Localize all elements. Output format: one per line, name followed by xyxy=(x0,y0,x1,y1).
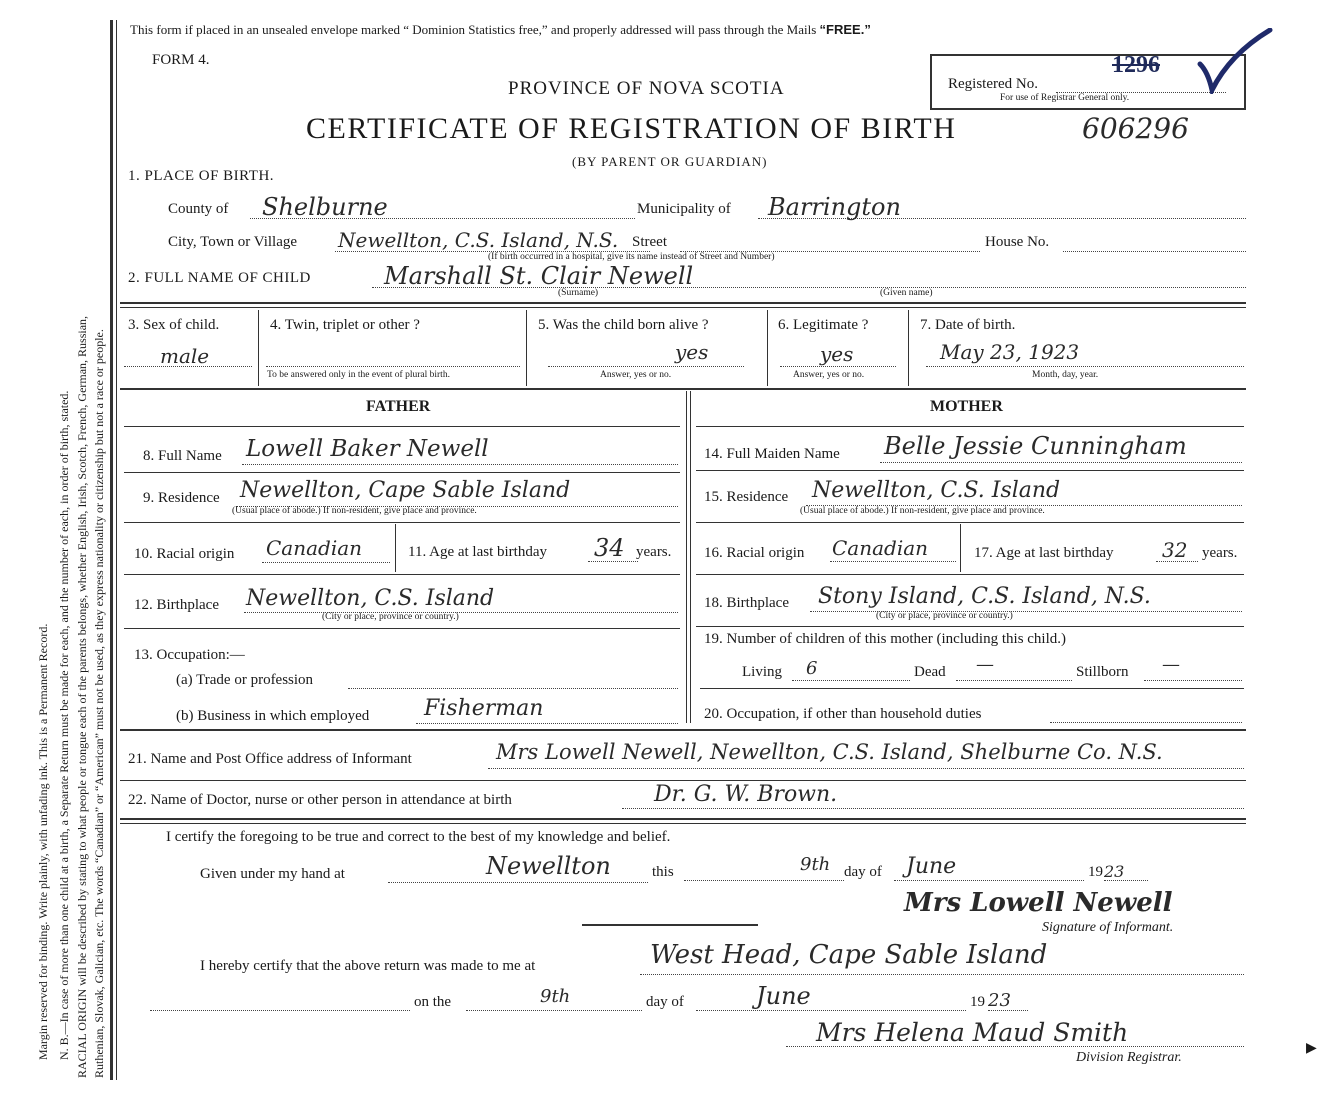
sex-value: male xyxy=(160,344,210,368)
title-number: 606296 xyxy=(1082,112,1189,145)
father-age-value: 34 xyxy=(594,534,625,562)
living-label: Living xyxy=(742,664,782,680)
registrar-year-value: 23 xyxy=(988,990,1011,1011)
nb-note: N. B.—In case of more than one child at a birth, a Separate Return must be made for each, and the number of each, in order of birth, stated. xyxy=(57,390,71,1060)
house-label: House No. xyxy=(985,234,1050,250)
hospital-note: (If birth occurred in a hospital, give its name instead of Street and Number) xyxy=(488,252,775,262)
check-mark-icon xyxy=(1196,28,1274,94)
registrar-text: I hereby certify that the above return was made to me at xyxy=(200,958,536,974)
registrar-signature: Mrs Helena Maud Smith xyxy=(816,1018,1129,1047)
twin-label: 4. Twin, triplet or other ? xyxy=(270,317,420,333)
alive-value: yes xyxy=(675,340,709,364)
mother-birthplace-label: 18. Birthplace xyxy=(704,595,789,611)
certify-year-value: 23 xyxy=(1104,862,1125,881)
doctor-label: 22. Name of Doctor, nurse or other person in attendance at birth xyxy=(128,792,512,808)
city-label: City, Town or Village xyxy=(168,234,298,250)
child-name-label: 2. FULL NAME OF CHILD xyxy=(128,270,311,286)
father-age-label: 11. Age at last birthday xyxy=(408,544,547,560)
registrar-signature-label: Division Registrar. xyxy=(1076,1050,1182,1065)
father-racial-value: Canadian xyxy=(266,536,363,560)
county-label: County of xyxy=(168,201,229,217)
stillborn-label: Stillborn xyxy=(1076,664,1129,680)
sex-label: 3. Sex of child. xyxy=(128,317,220,333)
given-name-note: (Given name) xyxy=(880,288,933,298)
father-name-label: 8. Full Name xyxy=(143,448,222,464)
child-name-value: Marshall St. Clair Newell xyxy=(384,262,694,290)
county-value: Shelburne xyxy=(262,193,388,221)
alive-note: Answer, yes or no. xyxy=(600,370,672,380)
dob-label: 7. Date of birth. xyxy=(920,317,1016,333)
margin-note: Margin reserved for binding. Write plainly, with unfading ink. This is a Permanent Record. xyxy=(36,623,50,1060)
informant-value: Mrs Lowell Newell, Newellton, C.S. Island, Shelburne Co. N.S. xyxy=(496,740,1163,764)
left-border-inner xyxy=(116,20,117,1080)
dead-label: Dead xyxy=(914,664,946,680)
street-label: Street xyxy=(632,234,667,250)
certify-text: I certify the foregoing to be true and correct to the best of my knowledge and belief. xyxy=(166,829,671,845)
registrar-month-value: June xyxy=(756,982,811,1010)
father-birthplace-label: 12. Birthplace xyxy=(134,597,219,613)
father-residence-note: (Usual place of abode.) If non-resident, give place and province. xyxy=(232,506,477,516)
divider-2 xyxy=(120,388,1246,390)
left-border xyxy=(110,20,113,1080)
registrar-place-value: West Head, Cape Sable Island xyxy=(650,940,1048,970)
city-value: Newellton, C.S. Island, N.S. xyxy=(338,228,619,252)
father-years-label: years. xyxy=(636,544,672,560)
alive-label: 5. Was the child born alive ? xyxy=(538,317,709,333)
registered-number: 1296 xyxy=(1112,52,1160,78)
father-birthplace-note: (City or place, province or country.) xyxy=(322,612,459,622)
mother-racial-label: 16. Racial origin xyxy=(704,545,805,561)
mother-age-value: 32 xyxy=(1162,538,1188,562)
registrar-day-of-label: day of xyxy=(646,994,684,1010)
dob-note: Month, day, year. xyxy=(1032,370,1099,380)
certify-month-value: June xyxy=(906,854,957,879)
racial-note-1: RACIAL ORIGIN will be described by stating to what people or tongue each of the parents belongs, whether English, Irish, Scotch, French, German, Russian, xyxy=(75,315,89,1078)
divider-3 xyxy=(120,729,1246,731)
racial-note-2: Ruthenian, Slovak, Galician, etc. The words “Canadian” or “American” must not be used, as they express nationality or citizenship but not a race or people. xyxy=(92,329,106,1078)
dead-value: — xyxy=(976,654,994,675)
on-the-label: on the xyxy=(414,994,452,1010)
father-residence-label: 9. Residence xyxy=(143,490,220,506)
registrar-day-value: 9th xyxy=(540,986,571,1007)
legitimate-label: 6. Legitimate ? xyxy=(778,317,869,333)
divider-1 xyxy=(120,302,1246,304)
father-heading: FATHER xyxy=(366,398,431,415)
father-trade-label: (a) Trade or profession xyxy=(176,672,314,688)
father-name-value: Lowell Baker Newell xyxy=(246,436,489,462)
this-label: this xyxy=(652,864,674,880)
mother-age-label: 17. Age at last birthday xyxy=(974,545,1114,561)
divider-4 xyxy=(120,818,1246,820)
surname-note: (Surname) xyxy=(558,288,599,298)
living-value: 6 xyxy=(806,658,818,679)
day-of-label: day of xyxy=(844,864,882,880)
twin-note: To be answered only in the event of plural birth. xyxy=(267,370,450,380)
form-number: FORM 4. xyxy=(152,52,210,68)
page-subtitle: (BY PARENT OR GUARDIAN) xyxy=(572,154,768,169)
mother-name-label: 14. Full Maiden Name xyxy=(704,446,840,462)
municipality-value: Barrington xyxy=(768,193,901,221)
mother-years-label: years. xyxy=(1202,545,1238,561)
father-racial-label: 10. Racial origin xyxy=(134,546,235,562)
given-label: Given under my hand at xyxy=(200,866,345,882)
page-title: CERTIFICATE OF REGISTRATION OF BIRTH xyxy=(306,112,957,145)
place-heading: 1. PLACE OF BIRTH. xyxy=(128,168,275,184)
given-place-value: Newellton xyxy=(486,852,611,880)
registered-note: For use of Registrar General only. xyxy=(1000,93,1130,103)
mother-heading: MOTHER xyxy=(930,398,1003,415)
mother-residence-value: Newellton, C.S. Island xyxy=(812,478,1061,503)
mother-birthplace-note: (City or place, province or country.) xyxy=(876,611,1013,621)
doctor-value: Dr. G. W. Brown. xyxy=(654,782,838,807)
certify-day-value: 9th xyxy=(800,854,831,875)
certify-year-prefix: 19 xyxy=(1088,864,1103,880)
mother-occupation-label: 20. Occupation, if other than household duties xyxy=(704,706,982,722)
father-business-value: Fisherman xyxy=(424,696,544,721)
father-birthplace-value: Newellton, C.S. Island xyxy=(246,586,495,611)
mother-name-value: Belle Jessie Cunningham xyxy=(884,432,1187,460)
mail-notice: This form if placed in an unsealed envelope marked “ Dominion Statistics free,” and properly addressed will pass through the Mails “FREE.” xyxy=(130,22,871,37)
legitimate-note: Answer, yes or no. xyxy=(793,370,865,380)
dob-value: May 23, 1923 xyxy=(940,340,1080,364)
mother-racial-value: Canadian xyxy=(832,536,929,560)
legitimate-value: yes xyxy=(820,342,854,366)
father-occupation-label: 13. Occupation:— xyxy=(134,647,245,663)
province-heading: PROVINCE OF NOVA SCOTIA xyxy=(508,78,785,99)
registrar-year-prefix: 19 xyxy=(970,994,985,1010)
mother-residence-label: 15. Residence xyxy=(704,489,789,505)
municipality-label: Municipality of xyxy=(637,201,731,217)
informant-label: 21. Name and Post Office address of Informant xyxy=(128,751,412,767)
mother-residence-note: (Usual place of abode.) If non-resident, give place and province. xyxy=(800,506,1045,516)
mother-birthplace-value: Stony Island, C.S. Island, N.S. xyxy=(818,584,1151,609)
informant-signature-label: Signature of Informant. xyxy=(1042,920,1174,935)
father-residence-value: Newellton, Cape Sable Island xyxy=(240,478,571,503)
registered-label: Registered No. xyxy=(948,76,1038,92)
informant-signature: Mrs Lowell Newell xyxy=(904,888,1173,918)
margin-arrow-icon: ▶ xyxy=(1306,1041,1317,1056)
stillborn-value: — xyxy=(1162,654,1180,675)
mother-children-label: 19. Number of children of this mother (including this child.) xyxy=(704,631,1067,647)
father-business-label: (b) Business in which employed xyxy=(176,708,370,724)
